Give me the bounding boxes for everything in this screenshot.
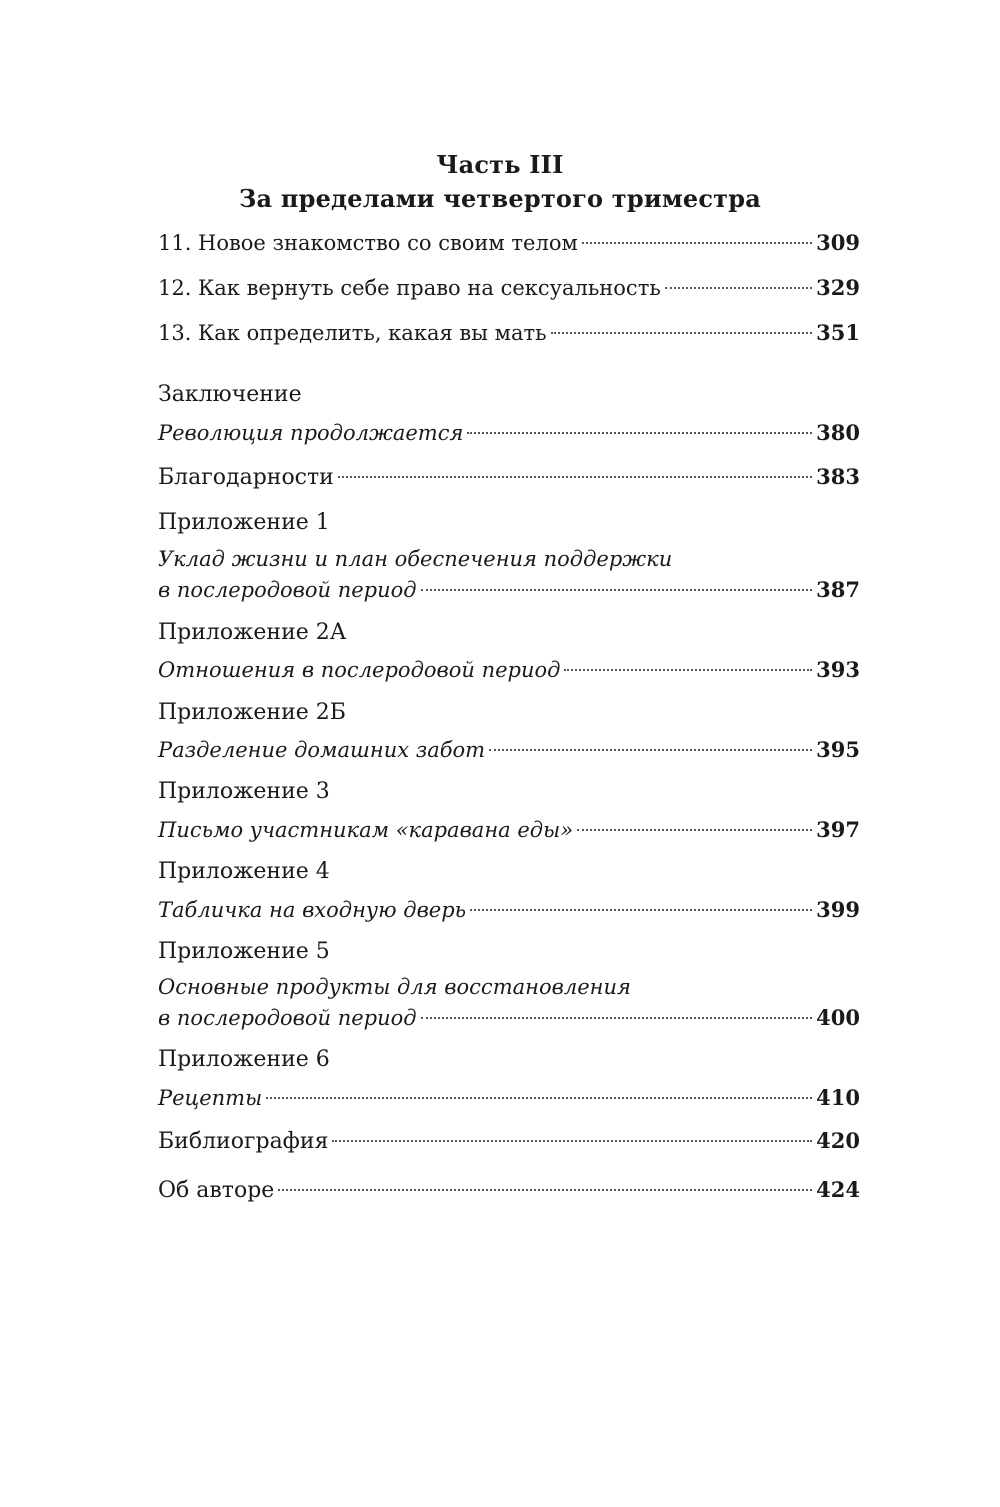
dot-leader	[467, 432, 812, 434]
dot-leader	[266, 1097, 812, 1099]
chapter-number: 11.	[158, 231, 192, 255]
part-title: За пределами четвертого триместра	[239, 184, 761, 213]
dot-leader	[582, 242, 812, 244]
chapter-number: 12.	[158, 276, 192, 300]
dot-leader	[577, 829, 812, 831]
toc-entry-about-author[interactable]	[158, 1177, 860, 1211]
toc-entry-appendix-6[interactable]	[158, 1085, 860, 1119]
page-number: 424	[816, 1177, 860, 1202]
page-number: 410	[816, 1085, 860, 1110]
page-number: 309	[816, 230, 860, 255]
entry-title: Рецепты	[158, 1086, 263, 1110]
toc-entry-appendix-3[interactable]	[158, 817, 860, 851]
entry-title: Об авторе	[158, 1178, 275, 1203]
page-number: 395	[816, 737, 860, 762]
page-number: 400	[816, 1005, 860, 1030]
appendix-5-heading: Приложение 5	[158, 939, 330, 964]
part-label: Часть III	[436, 150, 564, 179]
dot-leader	[665, 287, 812, 289]
toc-entry-acknowledgments[interactable]	[158, 464, 860, 498]
page-number: 387	[816, 577, 860, 602]
chapter-number: 13.	[158, 321, 192, 345]
entry-title: Табличка на входную дверь	[158, 898, 467, 922]
toc-entry-bibliography[interactable]	[158, 1128, 860, 1162]
toc-entry-appendix-1[interactable]	[158, 577, 860, 611]
conclusion-heading: Заключение	[158, 382, 302, 407]
entry-title: Письмо участникам «каравана еды»	[158, 818, 574, 842]
chapter-title: Как вернуть себе право на сексуальность	[198, 276, 661, 300]
page-number: 420	[816, 1128, 860, 1153]
appendix-2b-heading: Приложение 2Б	[158, 700, 346, 725]
entry-title: Библиография	[158, 1129, 329, 1154]
dot-leader	[332, 1140, 812, 1142]
page-number: 351	[816, 320, 860, 345]
page-number: 399	[816, 897, 860, 922]
dot-leader	[470, 909, 812, 911]
page-number: 397	[816, 817, 860, 842]
appendix-6-heading: Приложение 6	[158, 1047, 330, 1072]
appendix-2a-heading: Приложение 2А	[158, 620, 347, 645]
entry-title: Отношения в послеродовой период	[158, 658, 561, 682]
dot-leader	[564, 669, 812, 671]
appendix-1-heading: Приложение 1	[158, 510, 330, 535]
appendix-1-title-line1: Уклад жизни и план обеспечения поддержки	[158, 547, 673, 571]
entry-title: Революция продолжается	[158, 421, 464, 445]
page-number: 380	[816, 420, 860, 445]
toc-entry-conclusion[interactable]	[158, 420, 860, 454]
entry-title: в послеродовой период	[158, 578, 417, 602]
dot-leader	[338, 476, 812, 478]
entry-title: Разделение домашних забот	[158, 738, 486, 762]
toc-entry-appendix-2a[interactable]	[158, 657, 860, 691]
dot-leader	[421, 1017, 813, 1019]
toc-entry-chapter-13[interactable]	[158, 320, 860, 354]
page-number: 393	[816, 657, 860, 682]
entry-title: Благодарности	[158, 465, 334, 490]
page-number: 383	[816, 464, 860, 489]
appendix-3-heading: Приложение 3	[158, 779, 330, 804]
dot-leader	[489, 749, 812, 751]
appendix-5-title-line1: Основные продукты для восстановления	[158, 975, 631, 999]
dot-leader	[421, 589, 813, 591]
toc-entry-appendix-5[interactable]	[158, 1005, 860, 1039]
entry-title: в послеродовой период	[158, 1006, 417, 1030]
chapter-title: Новое знакомство со своим телом	[198, 231, 578, 255]
dot-leader	[551, 332, 813, 334]
toc-entry-appendix-4[interactable]	[158, 897, 860, 931]
appendix-4-heading: Приложение 4	[158, 859, 330, 884]
dot-leader	[278, 1189, 812, 1191]
chapter-title: Как определить, какая вы мать	[198, 321, 547, 345]
toc-entry-appendix-2b[interactable]	[158, 737, 860, 771]
toc-entry-chapter-11[interactable]	[158, 230, 860, 264]
toc-entry-chapter-12[interactable]	[158, 275, 860, 309]
page-number: 329	[816, 275, 860, 300]
